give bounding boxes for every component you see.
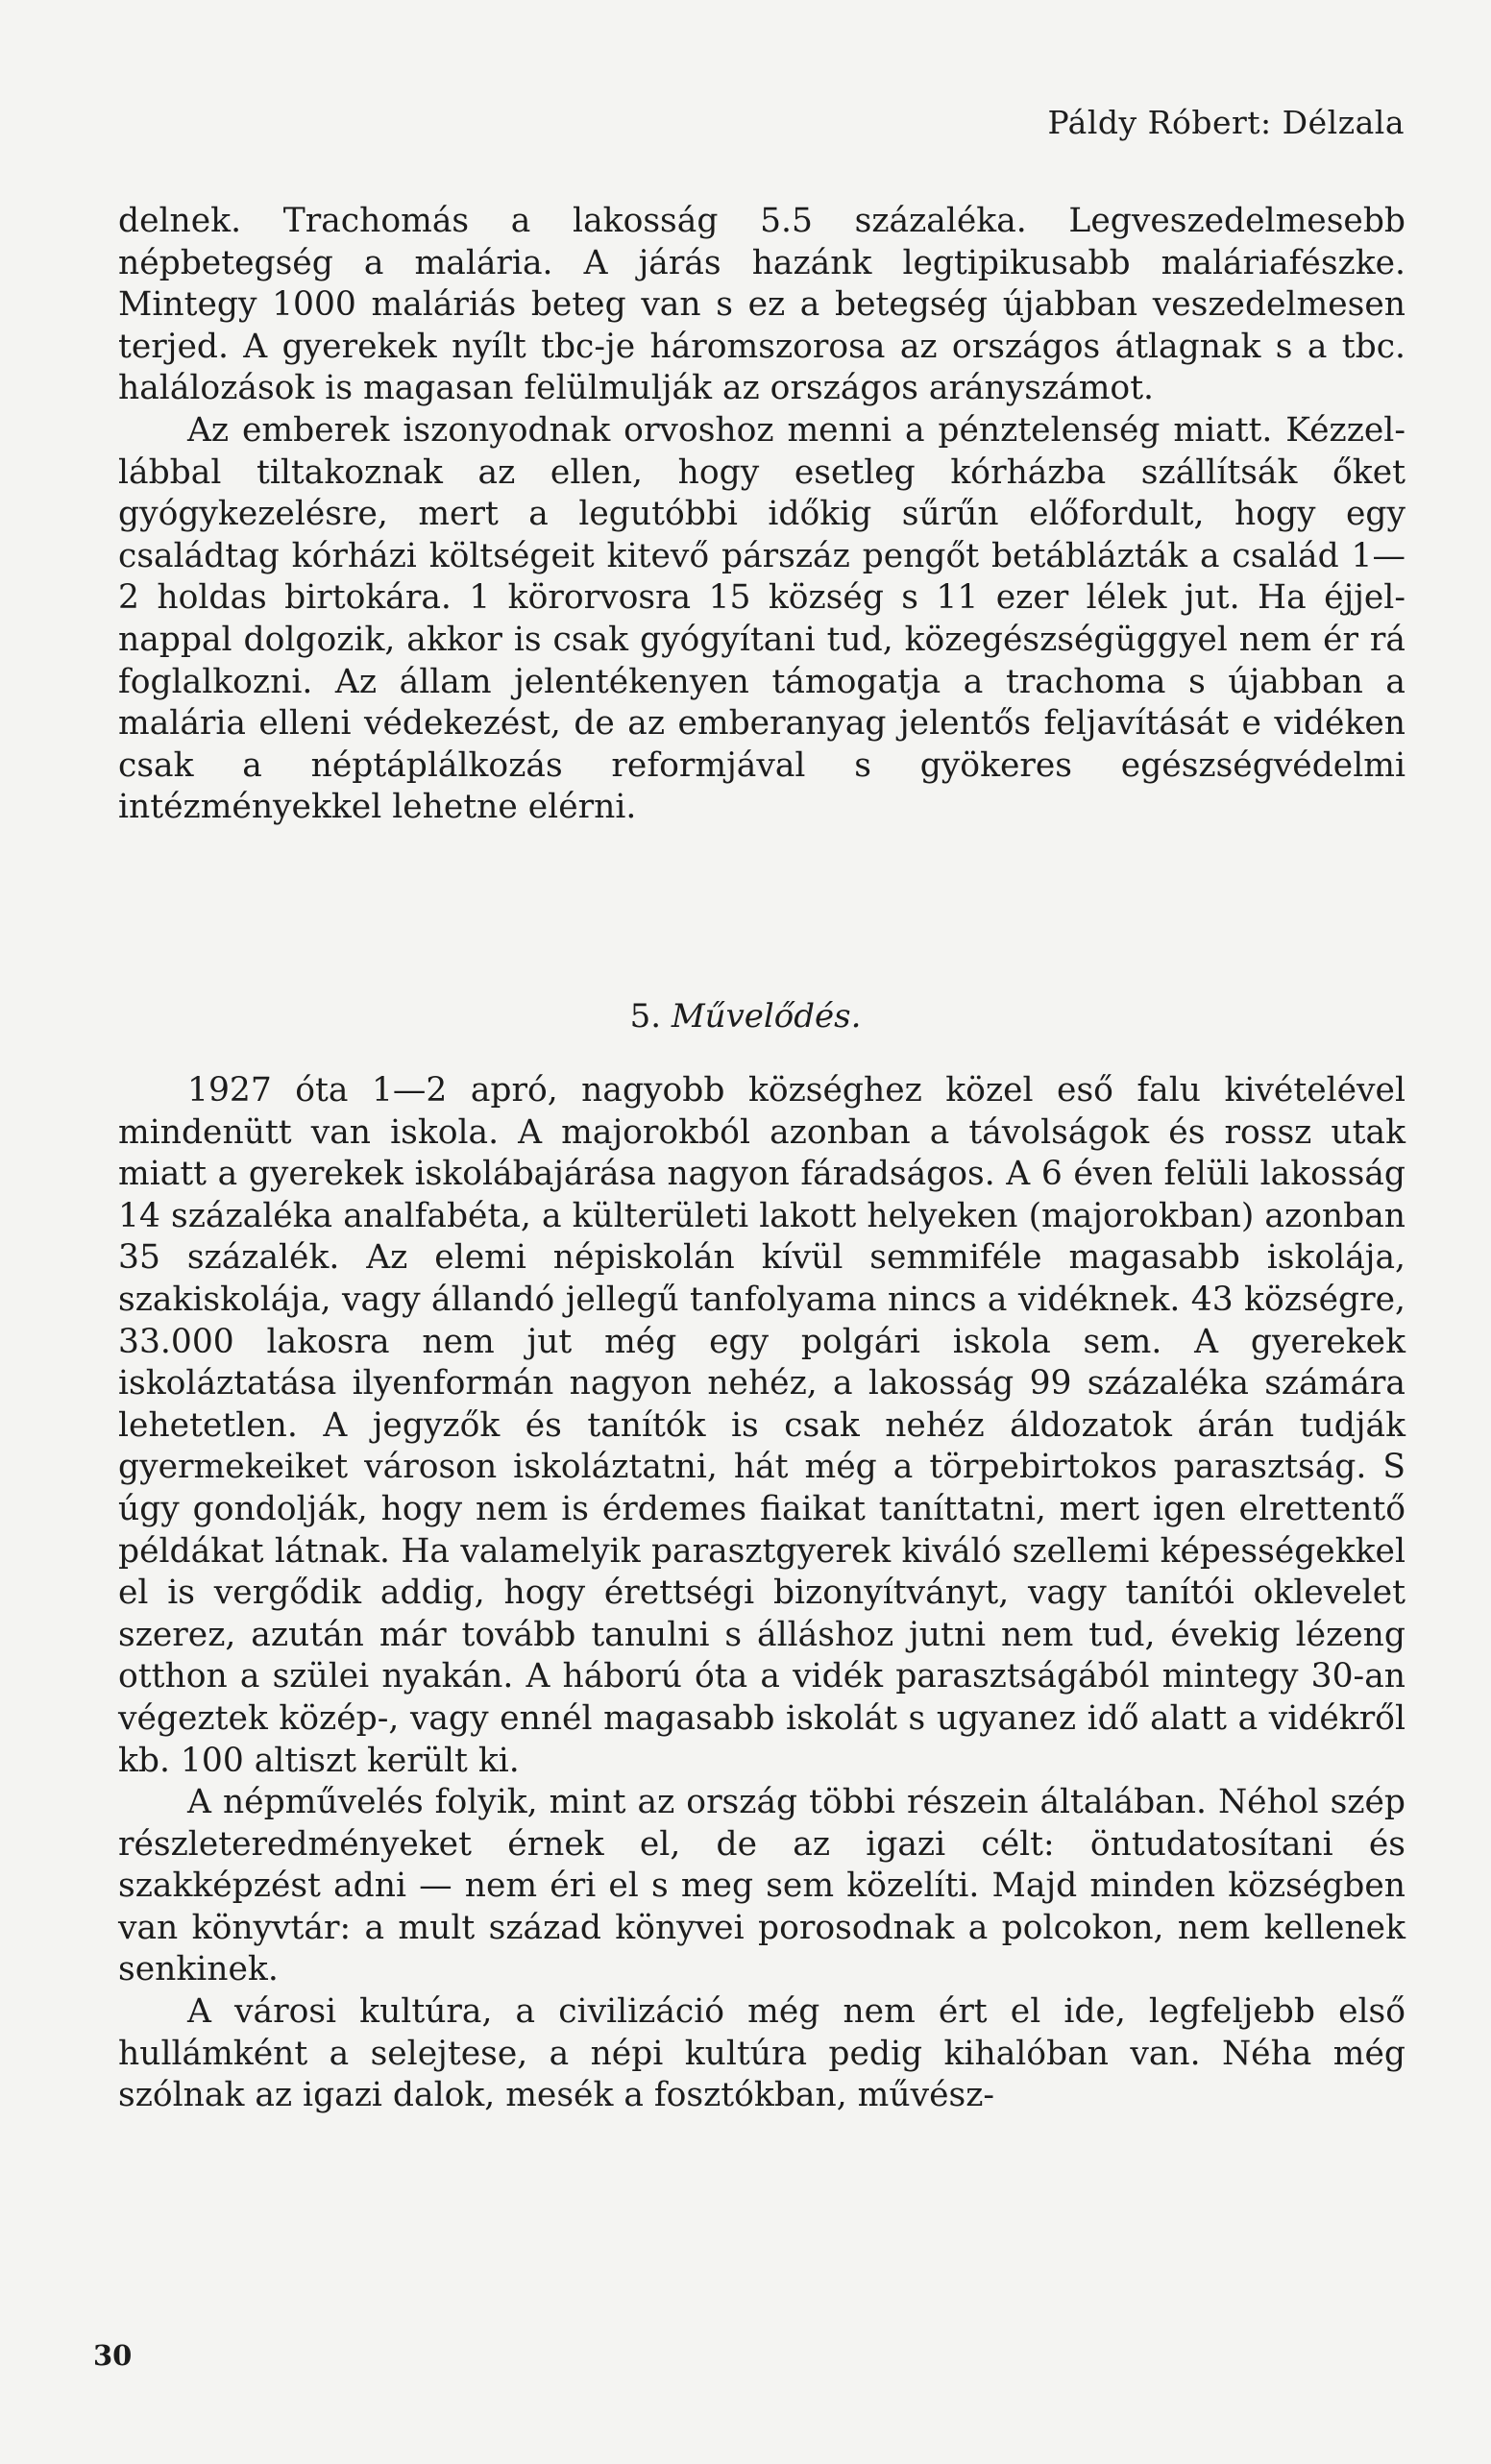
running-header: Páldy Róbert: Délzala	[1047, 104, 1405, 141]
paragraph: delnek. Trachomás a lakosság 5.5 százaléka. Legveszedelmesebb népbetegség a malária. A járás hazánk legtipikusabb maláriafészke. Mintegy 1000 maláriás beteg van s ez a betegség újabban veszedelmesen terjed. A gyerekek nyílt tbc-je háromszorosa az országos átlagnak s a tbc. halálozások is magasan felülmulják az országos arányszámot.	[118, 202, 1405, 408]
page-number: 30	[93, 2339, 133, 2372]
paragraph: 1927 óta 1—2 apró, nagyobb községhez közel eső falu kivételével mindenütt van iskola. A majorokból azonban a távolságok és rossz utak miatt a gyerekek iskolábajárása nagyon fáradságos. A 6 éven felüli lakosság 14 százaléka analfabéta, a külterületi lakott helyeken (majorokban) azonban 35 százalék. Az elemi népiskolán kívül semmiféle magasabb iskolája, szakiskolája, vagy állandó jellegű tanfolyama nincs a vidéknek. 43 községre, 33.000 lakosra nem jut még egy polgári iskola sem. A gyerekek iskoláztatása ilyenformán nagyon nehéz, a lakosság 99 százaléka számára lehetetlen. A jegyzők és tanítók is csak nehéz áldozatok árán tudják gyermekeiket városon iskoláztatni, hát még a törpebirtokos parasztság. S úgy gondolják, hogy nem is érdemes fiaikat taníttatni, mert igen elrettentő példákat látnak. Ha valamelyik parasztgyerek kiváló szellemi képességekkel el is vergődik addig, hogy érettségi bizonyítványt, vagy tanítói oklevelet szerez, azután már tovább tanulni s álláshoz jutni nem tud, évekig lézeng otthon a szülei nyakán. A háború óta a vidék parasztságából mintegy 30-an végeztek közép-, vagy ennél magasabb iskolát s ugyanez idő alatt a vidékről kb. 100 altiszt került ki.	[118, 1071, 1405, 1780]
section-title: Művelődés.	[671, 997, 862, 1036]
culture-text-block	[118, 1070, 1405, 2117]
paragraph: A városi kultúra, a civilizáció még nem ért el ide, legfeljebb első hullámként a selejtese, a népi kultúra pedig kihalóban van. Néha még szólnak az igazi dalok, mesék a fosztókban, művész-	[118, 1992, 1405, 2115]
paragraph: A népművelés folyik, mint az ország többi részein általában. Néhol szép részleteredményeket érnek el, de az igazi célt: öntudatosítani és szakképzést adni — nem éri el s meg sem közelíti. Majd minden községben van könyvtár: a mult század könyvei porosodnak a polcokon, nem kellenek senkinek.	[118, 1783, 1405, 1989]
section-heading	[0, 997, 1491, 1036]
paragraph: Az emberek iszonyodnak orvoshoz menni a pénztelenség miatt. Kézzel-lábbal tiltakoznak az ellen, hogy esetleg kórházba szállítsák őket gyógykezelésre, mert a legutóbbi időkig sűrűn előfordult, hogy egy családtag kórházi költségeit kitevő párszáz pengőt betáblázták a család 1—2 holdas birtokára. 1 körorvosra 15 község s 11 ezer lélek jut. Ha éjjel-nappal dolgozik, akkor is csak gyógyítani tud, közegészségüggyel nem ér rá foglalkozni. Az állam jelentékenyen támogatja a trachoma s újabban a malária elleni védekezést, de az emberanyag jelentős feljavítását e vidéken csak a néptáplálkozás reformjával s gyökeres egészségvédelmi intézményekkel lehetne elérni.	[118, 410, 1405, 827]
section-number: 5.	[629, 997, 662, 1036]
health-text-block	[118, 201, 1405, 829]
